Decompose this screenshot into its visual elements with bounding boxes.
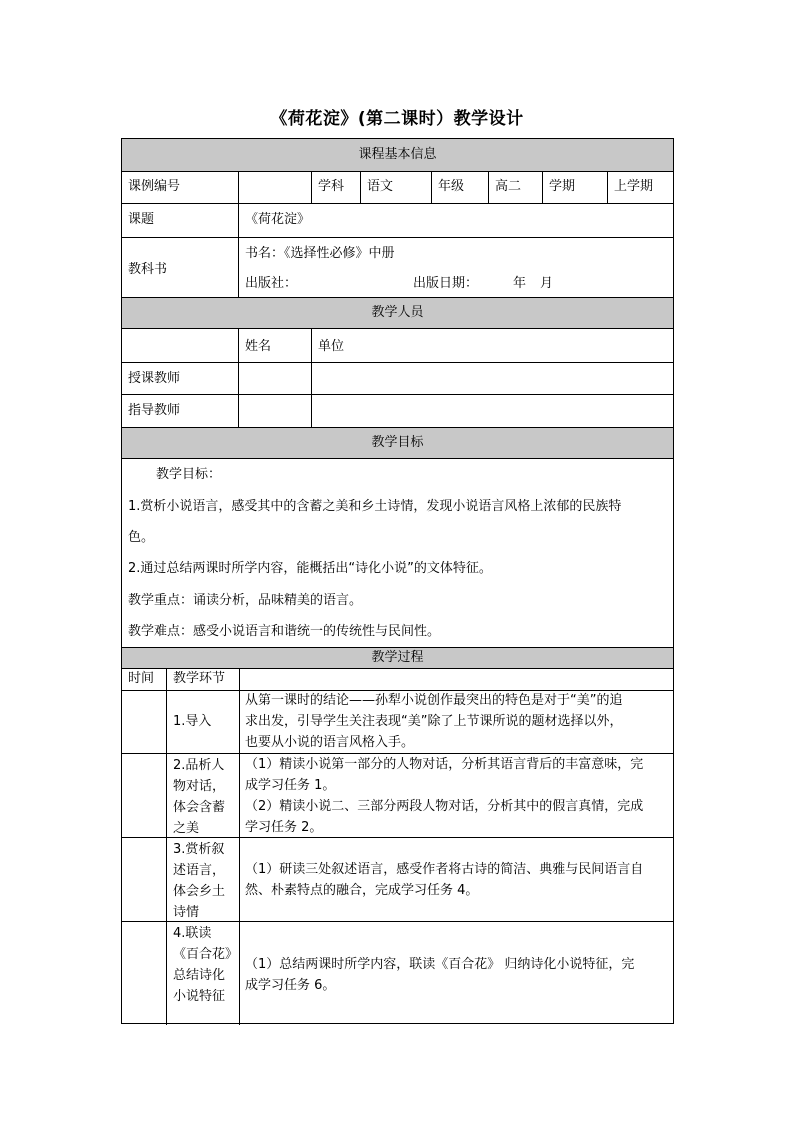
process-content-2-line-4: 学习任务 2。 bbox=[245, 820, 323, 835]
publisher-label: 出版社： bbox=[245, 276, 298, 291]
process-content-3-line-1: （1）研读三处叙述语言，感受作者将古诗的简洁、典雅与民间语言自 bbox=[245, 862, 644, 877]
document-title: 《荷花淀》(第二课时）教学设计 bbox=[270, 109, 524, 129]
process-content-1-line-3: 也要从小说的语言风格入手。 bbox=[245, 735, 415, 750]
process-step-1: 1.导入 bbox=[173, 714, 212, 729]
process-content-3-line-2: 然、朴素特点的融合，完成学习任务 4。 bbox=[245, 883, 479, 898]
grade-label: 年级 bbox=[438, 179, 465, 194]
process-content-2-line-3: （2）精读小说二、三部分两段人物对话，分析其中的假言真情，完成 bbox=[245, 799, 644, 814]
process-content-4-line-2: 成学习任务 6。 bbox=[245, 978, 336, 993]
section-header-course-info: 课程基本信息 bbox=[122, 139, 673, 171]
process-content-1-line-2: 求出发，引导学生关注表现“美”除了上节课所说的题材选择以外， bbox=[245, 714, 623, 729]
process-step-2: 2.品析人物对话，体会含蓄之美 bbox=[173, 758, 226, 836]
section-header-staff: 教学人员 bbox=[122, 298, 673, 328]
section-header-process: 教学过程 bbox=[122, 648, 673, 668]
time-column-header: 时间 bbox=[128, 671, 155, 686]
objective-1-line-2: 色。 bbox=[128, 530, 155, 545]
process-content-2-line-1: （1）精读小说第一部分的人物对话，分析其语言背后的丰富意味，完 bbox=[245, 757, 644, 772]
process-content-2-line-2: 成学习任务 1。 bbox=[245, 778, 336, 793]
publish-date-label: 出版日期： bbox=[413, 276, 479, 291]
process-content-4-line-1: （1）总结两课时所学内容，联读《百合花》 归纳诗化小说特征，完 bbox=[245, 957, 635, 972]
grade-value: 高二 bbox=[495, 179, 522, 194]
step-column-header: 教学环节 bbox=[173, 671, 226, 686]
objective-1-line-1: 1.赏析小说语言，感受其中的含蓄之美和乡土诗情，发现小说语言风格上浓郁的民族特 bbox=[128, 499, 622, 514]
subject-label: 学科 bbox=[318, 179, 345, 194]
textbook-label: 教科书 bbox=[128, 262, 168, 277]
topic-label: 课题 bbox=[128, 212, 155, 227]
teacher-label: 授课教师 bbox=[128, 371, 181, 386]
objectives-heading: 教学目标： bbox=[156, 467, 222, 482]
process-content-1-line-1: 从第一课时的结论——孙犁小说创作最突出的特色是对于“美”的追 bbox=[245, 693, 623, 708]
staff-unit-column: 单位 bbox=[318, 339, 345, 354]
objective-2: 2.通过总结两课时所学内容，能概括出“诗化小说”的文体特征。 bbox=[128, 561, 492, 576]
section-header-objectives: 教学目标 bbox=[122, 428, 673, 458]
topic-value: 《荷花淀》 bbox=[245, 212, 311, 227]
process-step-3: 3.赏析叙述语言，体会乡土诗情 bbox=[173, 842, 226, 920]
subject-value: 语文 bbox=[367, 179, 394, 194]
teaching-difficulty: 教学难点：感受小说语言和谐统一的传统性与民间性。 bbox=[128, 624, 441, 639]
term-value: 上学期 bbox=[614, 179, 654, 194]
textbook-name: 书名：《选择性必修》中册 bbox=[245, 246, 395, 261]
month-label: 月 bbox=[540, 276, 554, 291]
mentor-label: 指导教师 bbox=[128, 403, 181, 418]
term-label: 学期 bbox=[549, 179, 576, 194]
case-number-label: 课例编号 bbox=[128, 179, 181, 194]
teaching-focus: 教学重点：诵读分析，品味精美的语言。 bbox=[128, 593, 363, 608]
lesson-plan-table bbox=[121, 138, 674, 1024]
process-step-4: 4.联读《百合花》总结诗化小说特征 bbox=[173, 926, 232, 1004]
year-label: 年 bbox=[513, 276, 527, 291]
staff-name-column: 姓名 bbox=[245, 339, 272, 354]
